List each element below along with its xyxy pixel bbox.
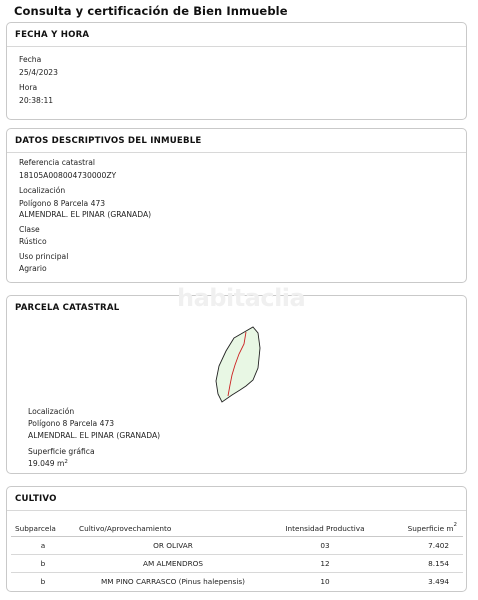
cell-intensidad: 10 <box>320 577 330 586</box>
section-parcela-catastral <box>6 284 467 474</box>
watermark: habitaclia <box>177 284 306 312</box>
document-title: Consulta y certificación de Bien Inmueble <box>14 4 288 18</box>
parcela-localizacion-label: Localización <box>28 407 75 416</box>
fecha-label: Fecha <box>19 55 42 64</box>
section-fecha-hora <box>6 22 467 120</box>
superficie-grafica-value <box>28 459 68 469</box>
cell-subparcela: b <box>11 555 75 573</box>
cultivo-table <box>11 520 463 590</box>
clase-label: Clase <box>19 225 40 234</box>
table-row <box>11 573 463 591</box>
localizacion-line2: ALMENDRAL. EL PINAR (GRANADA) <box>19 210 152 219</box>
section-divider <box>7 46 466 47</box>
parcel-shape <box>216 327 260 402</box>
col-intensidad: Intensidad Productiva <box>271 520 379 537</box>
col-subparcela: Subparcela <box>11 520 75 537</box>
section-header-datos: DATOS DESCRIPTIVOS DEL INMUEBLE <box>15 136 202 146</box>
section-divider <box>7 510 466 511</box>
table-row <box>11 555 463 573</box>
superficie-number: 19.049 m <box>28 459 65 468</box>
superficie-grafica-label: Superficie gráfica <box>28 447 95 456</box>
clase-value: Rústico <box>19 237 47 246</box>
section-header-fecha-hora: FECHA Y HORA <box>15 30 90 40</box>
cell-intensidad: 03 <box>271 537 379 555</box>
section-cultivo <box>6 486 467 592</box>
parcela-localizacion-line2: ALMENDRAL. EL PINAR (GRANADA) <box>28 431 161 440</box>
cell-superficie: 8.154 <box>379 555 463 573</box>
table-header-row <box>11 520 463 537</box>
cell-cultivo: OR OLIVAR <box>75 537 271 555</box>
col-superficie-label: Superficie m <box>407 523 454 533</box>
uso-value: Agrario <box>19 264 47 273</box>
cell-superficie: 7.402 <box>379 537 463 555</box>
cell-cultivo: AM ALMENDROS <box>75 555 271 573</box>
cell-superficie: 3.494 <box>428 577 449 586</box>
col-cultivo: Cultivo/Aprovechamiento <box>75 520 271 537</box>
section-header-parcela: PARCELA CATASTRAL <box>15 303 120 313</box>
col-superficie-exponent: 2 <box>453 521 457 528</box>
cell-intensidad: 12 <box>271 555 379 573</box>
col-superficie <box>379 520 463 537</box>
section-divider <box>7 152 466 153</box>
localizacion-line1: Polígono 8 Parcela 473 <box>19 199 106 208</box>
section-datos-descriptivos <box>6 128 467 283</box>
uso-label: Uso principal <box>19 252 69 261</box>
cell-subparcela: a <box>11 537 75 555</box>
hora-label: Hora <box>19 83 38 92</box>
parcela-localizacion-line1: Polígono 8 Parcela 473 <box>28 419 115 428</box>
section-header-cultivo: CULTIVO <box>15 494 57 504</box>
superficie-exponent: 2 <box>64 459 68 465</box>
localizacion-label: Localización <box>19 186 66 195</box>
cell-subparcela: b <box>40 577 46 586</box>
table-row <box>11 537 463 555</box>
cell-cultivo: MM PINO CARRASCO (Pinus halepensis) <box>100 577 246 586</box>
referencia-label: Referencia catastral <box>19 158 96 167</box>
referencia-value: 18105A008004730000ZY <box>19 171 117 180</box>
fecha-value: 25/4/2023 <box>19 68 58 77</box>
hora-value: 20:38:11 <box>19 96 54 105</box>
